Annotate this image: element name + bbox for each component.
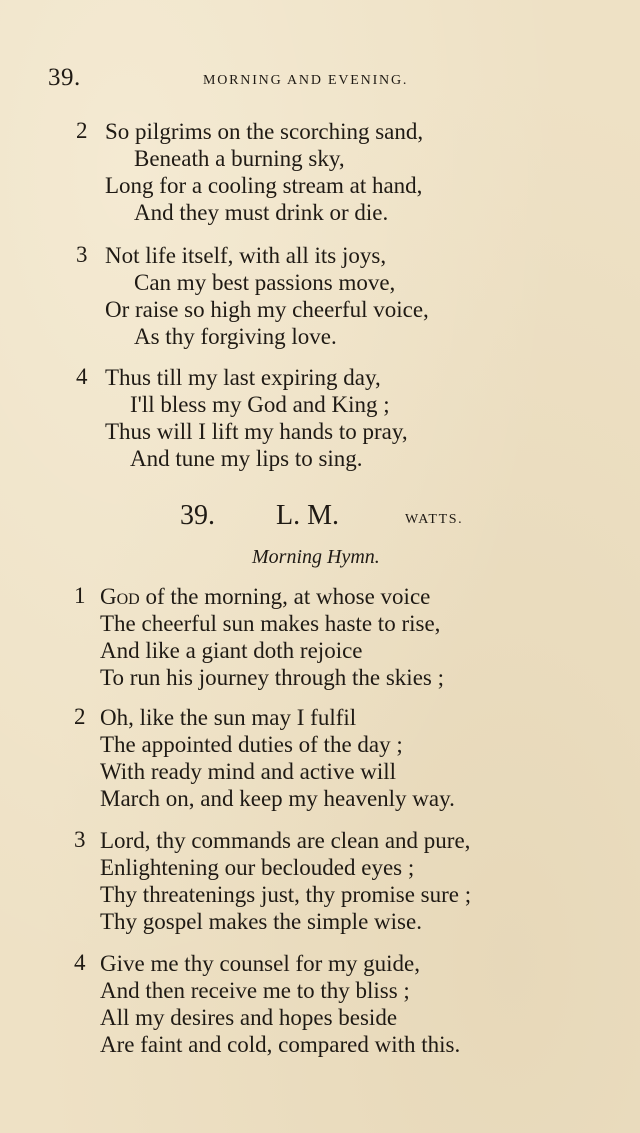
verse-line: With ready mind and active will <box>100 759 397 784</box>
hymn-subtitle: Morning Hymn. <box>252 546 380 568</box>
verse-line: Or raise so high my cheerful voice, <box>105 297 429 322</box>
hymn-author: WATTS. <box>405 512 464 527</box>
verse-line: Are faint and cold, compared with this. <box>100 1032 461 1057</box>
stanza-number: 2 <box>76 118 88 143</box>
verse-line: The appointed duties of the day ; <box>100 732 403 757</box>
page-number: 39. <box>48 64 81 91</box>
verse-line: To run his journey through the skies ; <box>100 665 444 690</box>
stanza-number: 4 <box>74 950 86 975</box>
verse-line-rest: of the morning, at whose voice <box>145 584 431 609</box>
verse-line: Oh, like the sun may I fulfil <box>100 705 357 730</box>
running-head <box>48 64 468 94</box>
verse-line: Long for a cooling stream at hand, <box>105 173 423 198</box>
verse-line: Thus till my last expiring day, <box>105 365 381 390</box>
verse-line: Not life itself, with all its joys, <box>105 243 387 268</box>
verse-line: And like a giant doth rejoice <box>100 638 363 663</box>
stanza-number: 1 <box>74 583 86 608</box>
verse-line: Lord, thy commands are clean and pure, <box>100 828 471 853</box>
running-title: MORNING AND EVENING. <box>203 73 409 88</box>
verse-line <box>100 583 430 610</box>
verse-line: As thy forgiving love. <box>134 324 337 349</box>
verse-line: Give me thy counsel for my guide, <box>100 951 421 976</box>
verse-line: The cheerful sun makes haste to rise, <box>100 611 441 636</box>
verse-line: Thy gospel makes the simple wise. <box>100 909 422 934</box>
stanza-number: 4 <box>76 364 88 389</box>
verse-line: So pilgrims on the scorching sand, <box>105 119 424 144</box>
verse-line: Thus will I lift my hands to pray, <box>105 419 408 444</box>
verse-line: I'll bless my God and King ; <box>130 392 390 417</box>
hymn-header <box>0 500 640 540</box>
verse-line: And then receive me to thy bliss ; <box>100 978 410 1003</box>
verse-line: March on, and keep my heavenly way. <box>100 786 455 811</box>
verse-line: Enlightening our beclouded eyes ; <box>100 855 415 880</box>
hymn-meter: L. M. <box>276 500 339 531</box>
first-word: God <box>100 584 140 609</box>
stanza-number: 2 <box>74 704 86 729</box>
verse-line: And they must drink or die. <box>134 200 389 225</box>
hymn-number: 39. <box>180 500 215 531</box>
verse-line: All my desires and hopes beside <box>100 1005 398 1030</box>
verse-line: Can my best passions move, <box>134 270 396 295</box>
stanza-number: 3 <box>74 827 86 852</box>
stanza-number: 3 <box>76 242 88 267</box>
verse-line: Beneath a burning sky, <box>134 146 345 171</box>
verse-line: Thy threatenings just, thy promise sure ; <box>100 882 472 907</box>
verse-line: And tune my lips to sing. <box>130 446 363 471</box>
